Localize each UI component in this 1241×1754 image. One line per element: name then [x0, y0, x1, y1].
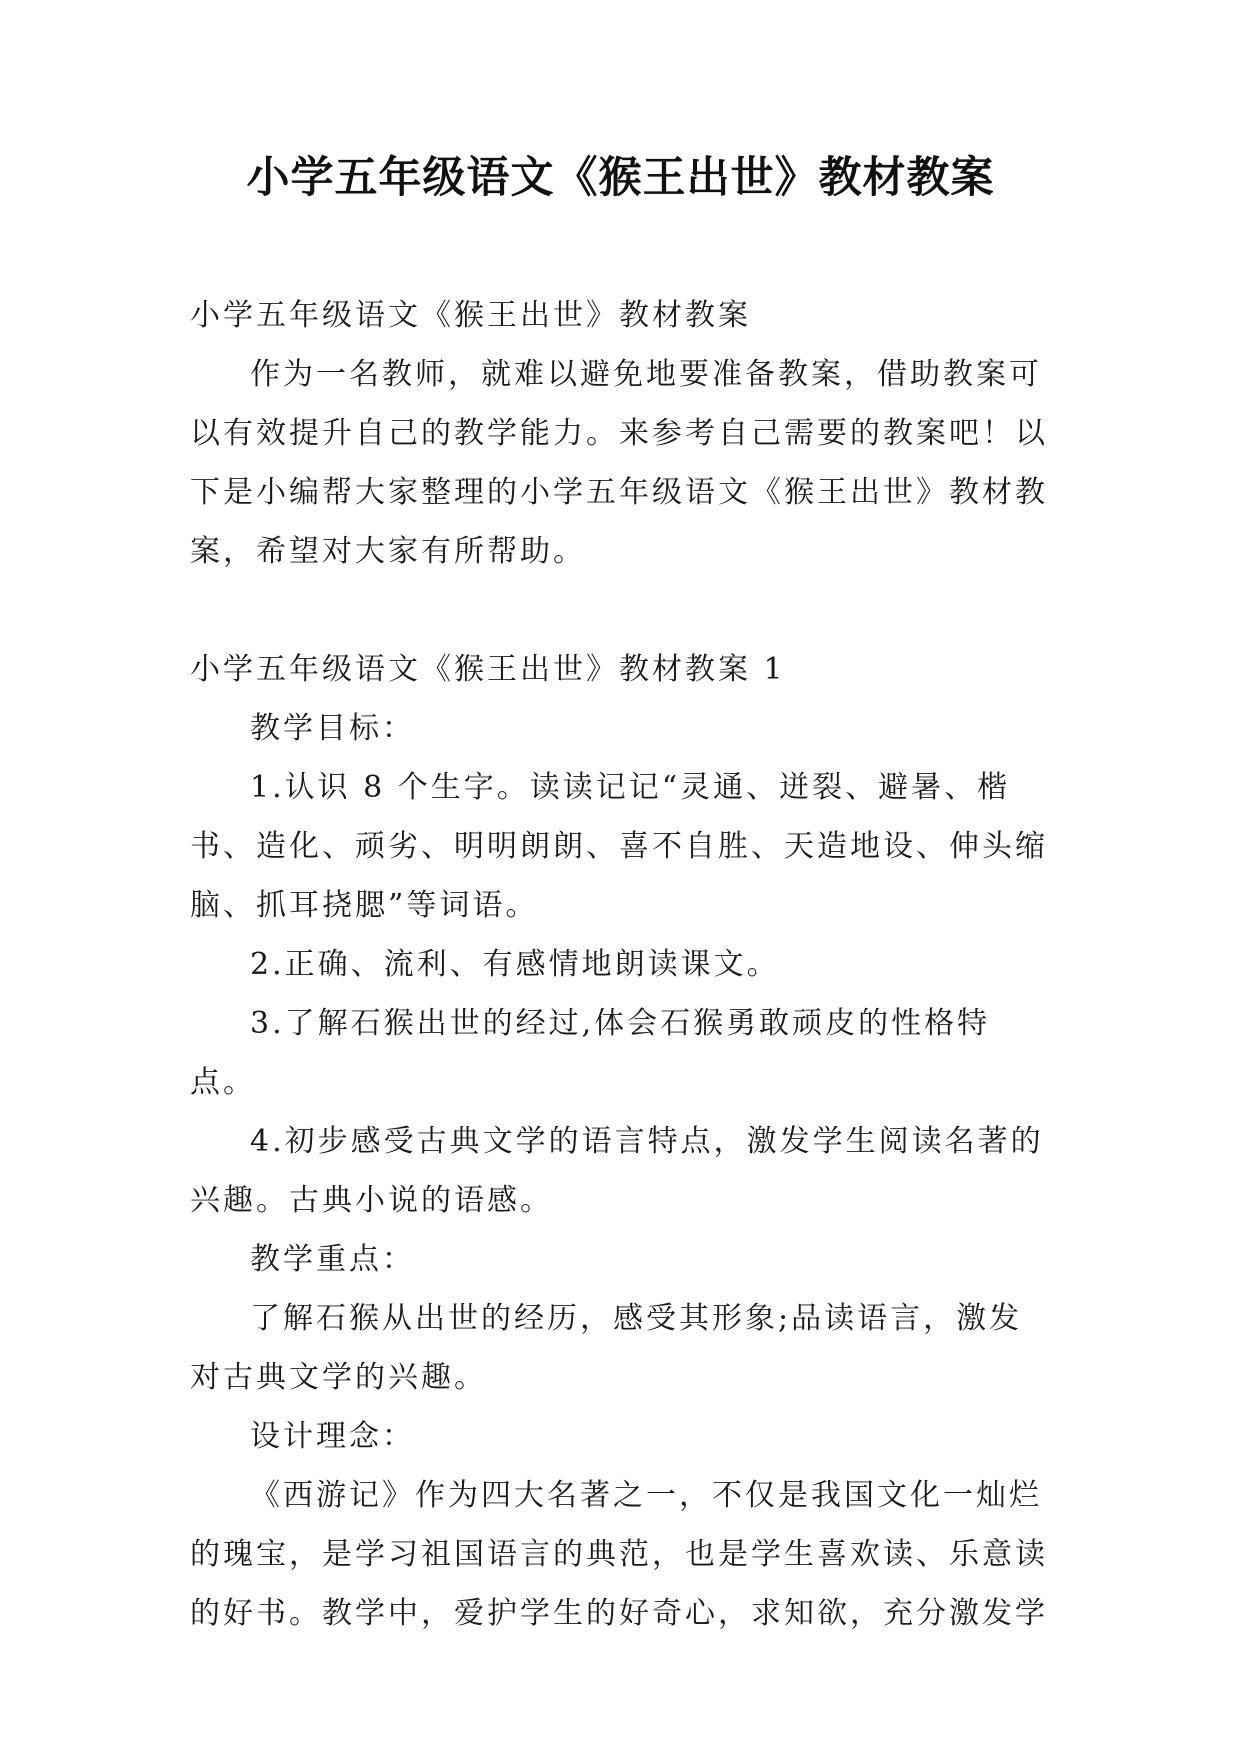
goal-item-1: 1.认识 8 个生字。读读记记“灵通、迸裂、避暑、楷书、造化、顽劣、明明朗朗、喜不自胜、天造地设、伸头缩脑、抓耳挠腮”等词语。 — [190, 770, 1048, 923]
goal-item-3: 3.了解石猴出世的经过,体会石猴勇敢顽皮的性格特点。 — [190, 1006, 991, 1100]
document-title: 小学五年级语文《猴王出世》教材教案 — [246, 153, 995, 203]
focus-paragraph: 了解石猴从出世的经历，感受其形象;品读语言，激发对古典文学的兴趣。 — [190, 1301, 1023, 1395]
concept-label: 设计理念： — [250, 1419, 415, 1454]
section-heading: 小学五年级语文《猴王出世》教材教案 1 — [190, 652, 786, 687]
subtitle-line: 小学五年级语文《猴王出世》教材教案 — [190, 298, 751, 333]
document-body — [190, 286, 1050, 1643]
focus-label: 教学重点： — [250, 1242, 415, 1277]
section-gap — [190, 581, 1050, 640]
goal-item-4: 4.初步感受古典文学的语言特点，激发学生阅读名著的兴趣。古典小说的语感。 — [190, 1124, 1044, 1218]
goals-label: 教学目标： — [250, 711, 415, 746]
goal-item-2: 2.正确、流利、有感情地朗读课文。 — [250, 947, 780, 982]
concept-paragraph: 《西游记》作为四大名著之一，不仅是我国文化一灿烂的瑰宝，是学习祖国语言的典范，也是学生喜欢读、乐意读的好书。教学中，爱护学生的好奇心，求知欲，充分激发学 — [190, 1478, 1048, 1631]
intro-paragraph: 作为一名教师，就难以避免地要准备教案，借助教案可以有效提升自己的教学能力。来参考自己需要的教案吧！以下是小编帮大家整理的小学五年级语文《猴王出世》教材教案，希望对大家有所帮助。 — [190, 357, 1048, 569]
